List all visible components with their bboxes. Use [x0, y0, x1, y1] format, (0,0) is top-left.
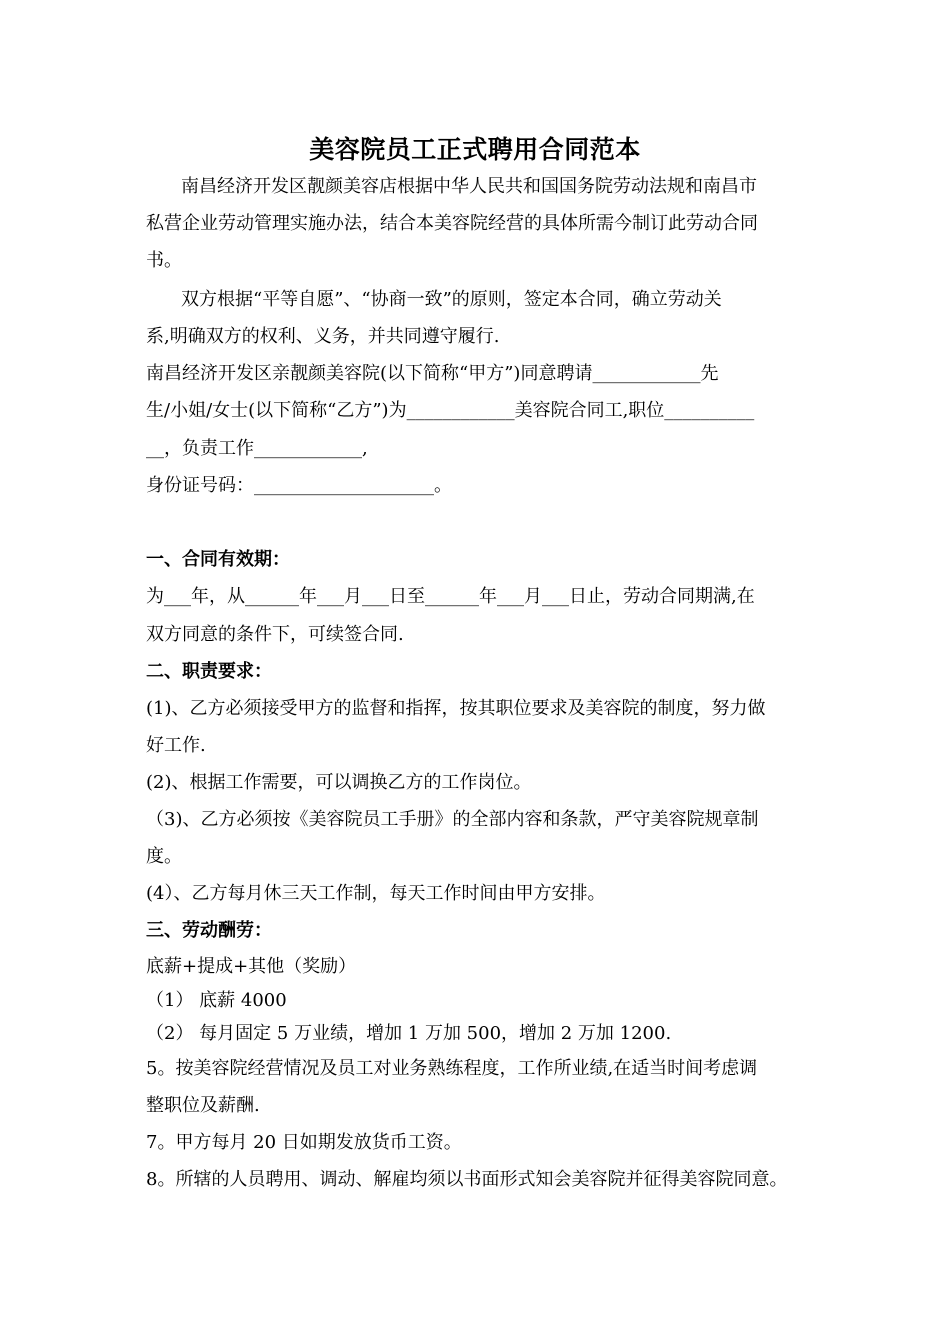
- paragraph-line: 为___年，从______年___月___日至______年___月___日止，劳动合同期满,在: [146, 586, 755, 607]
- paragraph-line: 私营企业劳动管理实施办法，结合本美容院经营的具体所需今制订此劳动合同: [146, 213, 758, 234]
- paragraph-line: 身份证号码：____________________。: [146, 475, 452, 496]
- paragraph-line: （2） 每月固定 5 万业绩，增加 1 万加 500，增加 2 万加 1200.: [146, 1023, 672, 1044]
- paragraph-line: 系,明确双方的权利、义务，并共同遵守履行.: [146, 326, 500, 347]
- document-title: 美容院员工正式聘用合同范本: [309, 135, 641, 164]
- paragraph-line: 5。按美容院经营情况及员工对业务熟练程度，工作所业绩,在适当时间考虑调: [146, 1058, 758, 1079]
- paragraph-line: 南昌经济开发区亲靓颜美容院(以下简称“甲方”)同意聘请____________先: [146, 363, 719, 384]
- paragraph-line: （1） 底薪 4000: [146, 990, 287, 1011]
- paragraph-line: 书。: [146, 250, 182, 271]
- paragraph-line: (1)、乙方必须接受甲方的监督和指挥，按其职位要求及美容院的制度，努力做: [146, 698, 766, 719]
- paragraph-line: 双方根据“平等自愿”、“协商一致”的原则，签定本合同，确立劳动关: [181, 289, 722, 310]
- paragraph-line: 7。甲方每月 20 日如期发放货币工资。: [146, 1132, 462, 1153]
- paragraph-line: 好工作.: [146, 735, 206, 756]
- paragraph-line: 双方同意的条件下，可续签合同.: [146, 624, 404, 645]
- section-heading: 三、劳动酬劳：: [146, 920, 272, 941]
- paragraph-line: 整职位及薪酬.: [146, 1095, 260, 1116]
- paragraph-line: (4）、乙方每月休三天工作制，每天工作时间由甲方安排。: [146, 883, 606, 904]
- paragraph-line: 8。所辖的人员聘用、调动、解雇均须以书面形式知会美容院并征得美容院同意。: [146, 1169, 788, 1190]
- paragraph-line: 生/小姐/女士(以下简称“乙方”)为____________美容院合同工,职位__________: [146, 400, 755, 421]
- paragraph-line: 底薪+提成+其他（奖励）: [146, 956, 357, 977]
- paragraph-line: (2)、根据工作需要，可以调换乙方的工作岗位。: [146, 772, 532, 793]
- paragraph-line: __，负责工作____________,: [146, 438, 368, 459]
- paragraph-line: （3)、乙方必须按《美容院员工手册》的全部内容和条款，严守美容院规章制: [146, 809, 759, 830]
- paragraph-line: 南昌经济开发区靓颜美容店根据中华人民共和国国务院劳动法规和南昌市: [181, 176, 757, 197]
- paragraph-line: 度。: [146, 846, 182, 867]
- section-heading: 一、合同有效期：: [146, 549, 290, 570]
- section-heading: 二、职责要求：: [146, 661, 272, 682]
